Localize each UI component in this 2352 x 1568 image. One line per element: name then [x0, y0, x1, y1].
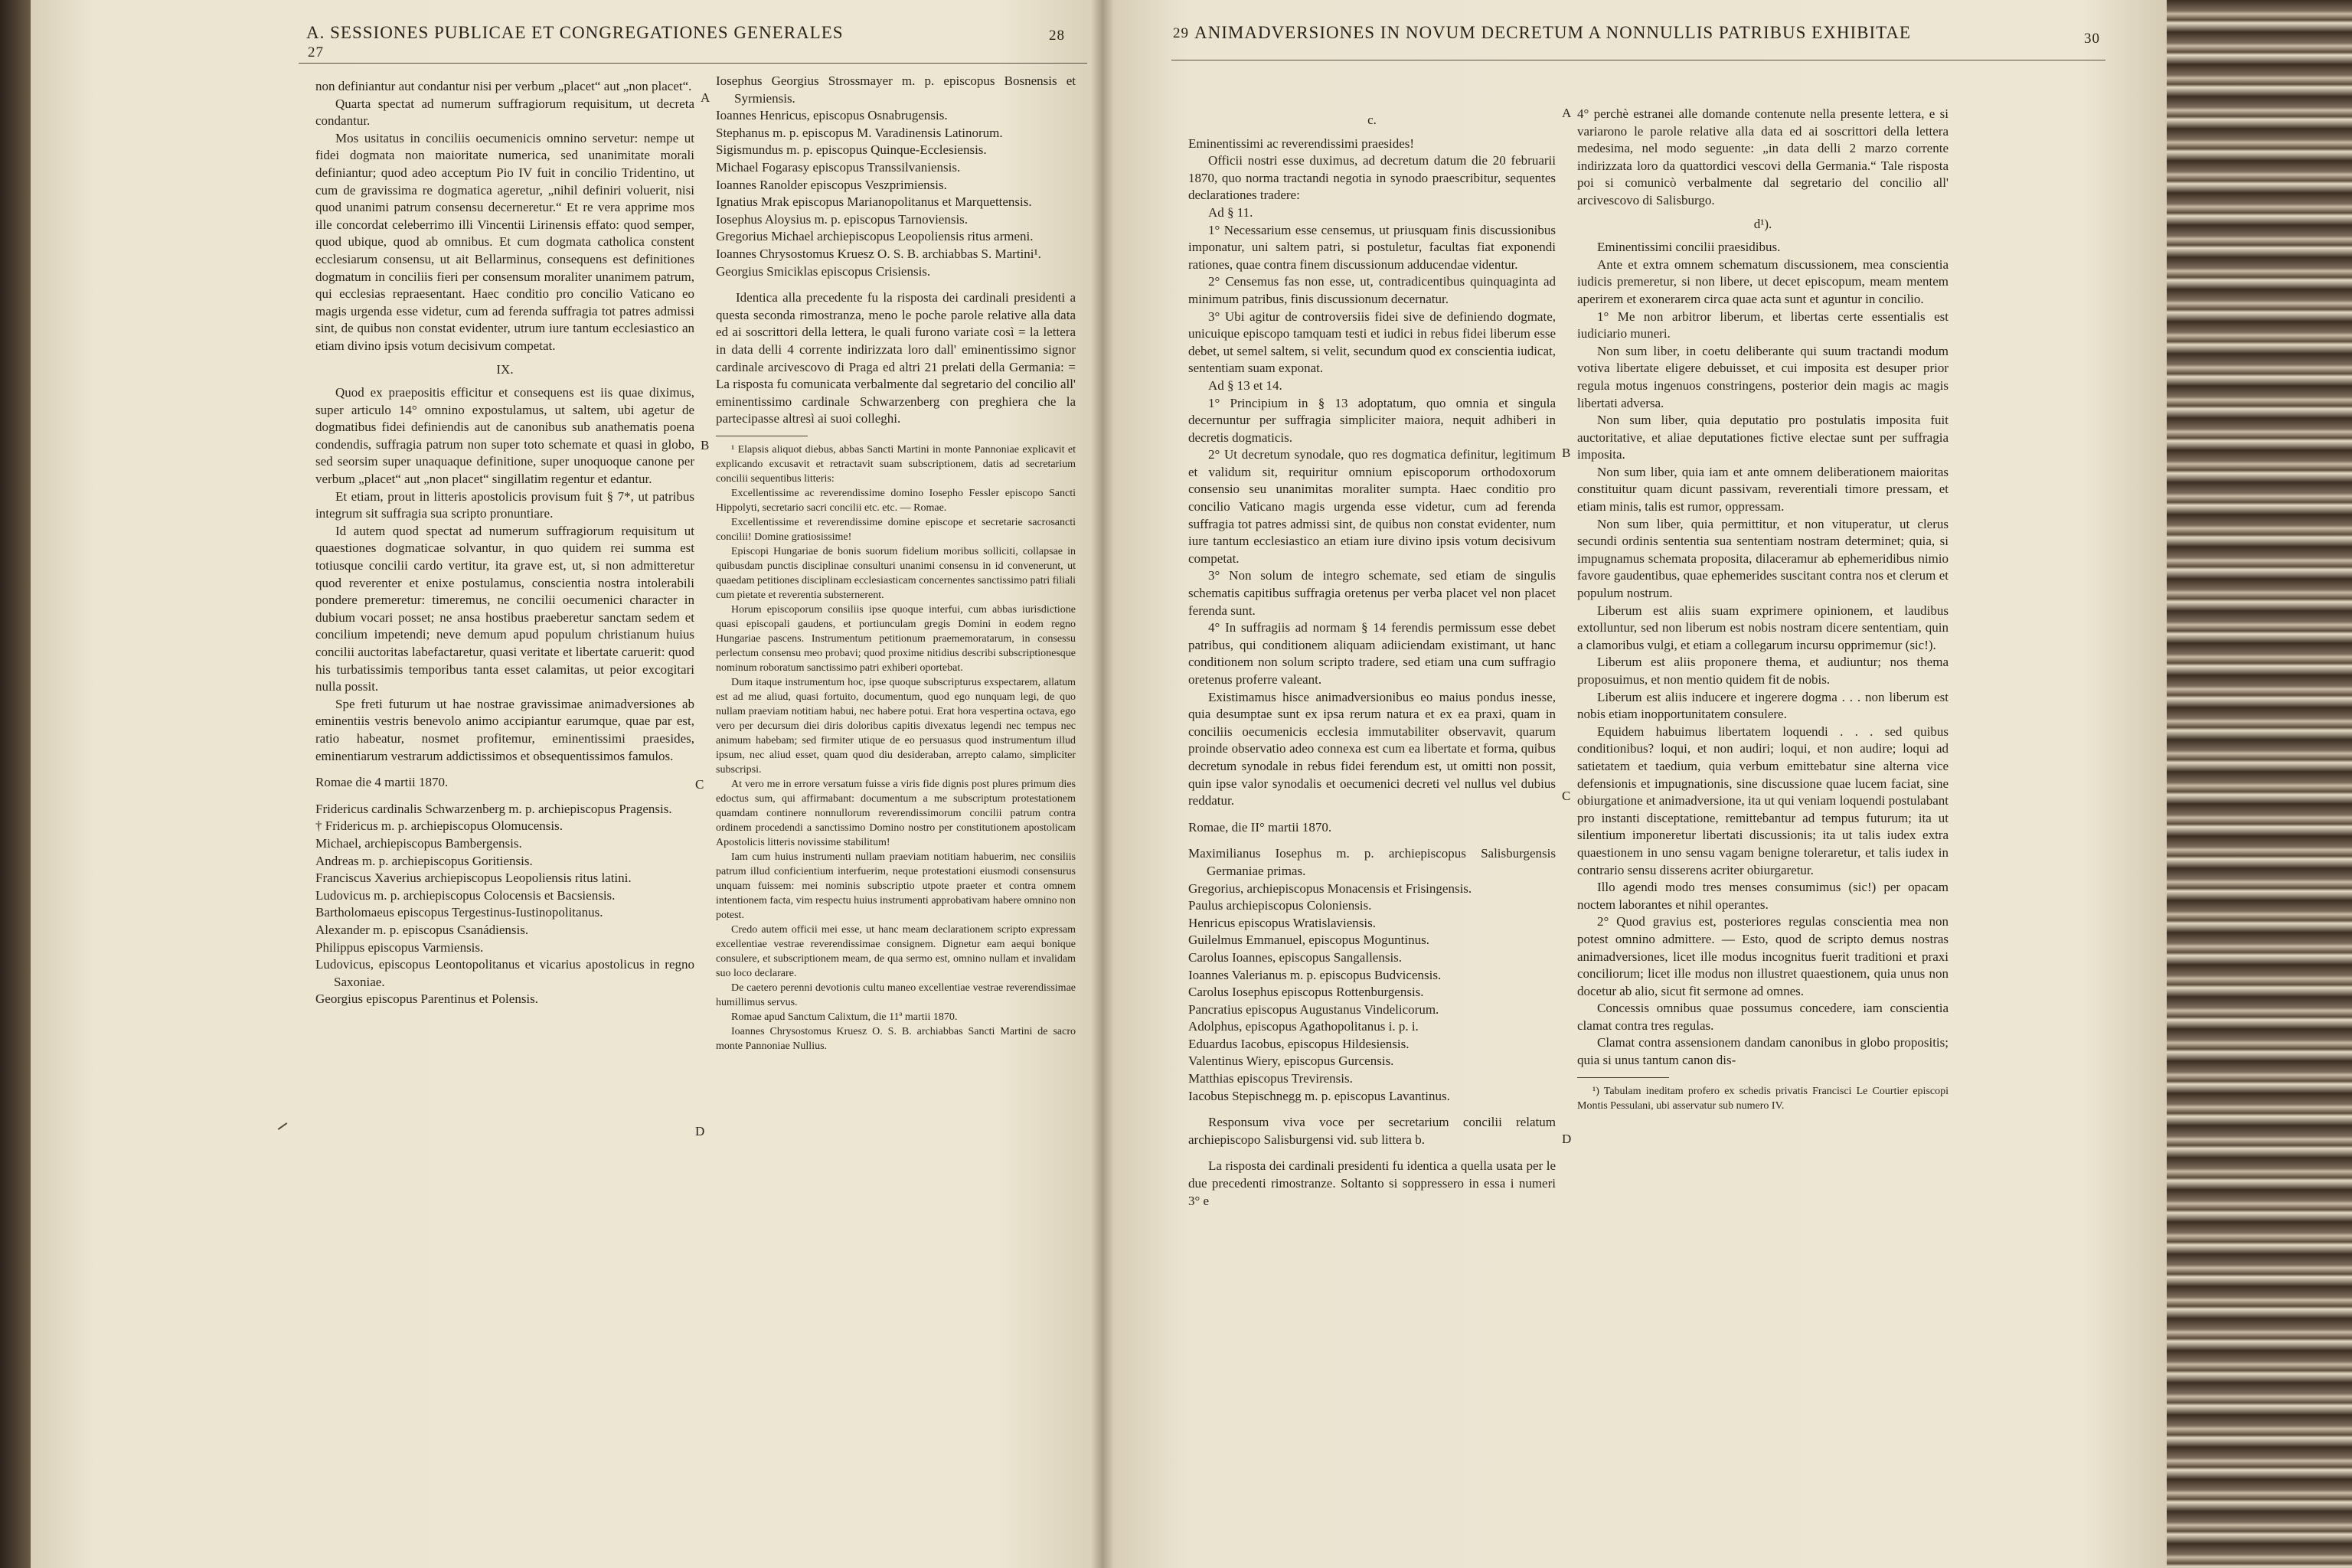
paragraph: Georgius Smiciklas episcopus Crisiensis. [716, 263, 931, 279]
paragraph: Eminentissimi ac reverendissimi praesides! [1188, 136, 1415, 151]
footnote: ¹) Tabulam ineditam profero ex schedis privatis Francisci Le Courtier episcopi Montis Pessulani, ubi asservatur sub numero IV. [1577, 1085, 1949, 1112]
paragraph: Identica alla precedente fu la risposta dei cardinali presidenti a questa seconda rimostranza, meno le poche parole relative alla data ed ai soscrittori della lettera, le quali furono variate così = la lettera in data delli 4 corrente indirizzata loro dall' eminentissimo signor cardinale arcivescovo di Praga ed altri 21 prelati della Germania: = La risposta fu comunicata verbalmente dal segretario del concilio all' eminentissimo cardinale Schwarzenberg con preghiera che la partecipasse altresì ai suoi colleghi. [716, 290, 1076, 426]
right-page [1102, 0, 2167, 1568]
paragraph: Philippus episcopus Varmiensis. [315, 939, 484, 955]
paragraph: Liberum est aliis proponere thema, et audiuntur; nos thema proposuimus, et non mentio quidem fit de nobis. [1577, 655, 1949, 687]
paragraph: 4° In suffragiis ad normam § 14 ferendis permissum esse debet patribus, qui conditionem aliquam adiiciendam existimant, ut hanc conditionem non solum scripto tradere, sed etiam una cum suffragio oretenus proferre valeant. [1188, 620, 1556, 687]
paragraph: Matthias episcopus Trevirensis. [1188, 1071, 1353, 1086]
paragraph: Ioannes Chrysostomus Kruesz O. S. B. archiabbas S. Martini¹. [716, 246, 1041, 261]
footnote: Ioannes Chrysostomus Kruesz O. S. B. archiabbas Sancti Martini de sacro monte Pannoniae Nullius. [716, 1025, 1076, 1052]
paragraph: Ioannes Valerianus m. p. episcopus Budvicensis. [1188, 967, 1442, 982]
spacer [315, 765, 694, 774]
paragraph: Michael Fogarasy episcopus Transsilvaniensis. [716, 159, 961, 175]
left-page-title: A. SESSIONES PUBLICAE ET CONGREGATIONES GENERALES [306, 23, 844, 42]
paragraph: Ad § 11. [1208, 204, 1253, 220]
paragraph: Michael, archiepiscopus Bambergensis. [315, 835, 522, 851]
paragraph: 1° Me non arbitror liberum, et libertas certe essentialis est iudiciario muneri. [1577, 309, 1949, 341]
paragraph: Non sum liber, quia permittitur, et non vituperatur, ut clerus secundi ordinis sententia sua sententiam nostram determinet; quia, si impugnamus schemata proposita, dilaceramur ab ephemeridibus nimio favore gaudentibus, quae ephemerides suscitant contra nos et clerum et populum nostrum. [1577, 516, 1949, 601]
margin-marker-b: B [701, 438, 710, 452]
paragraph: Pancratius episcopus Augustanus Vindelicorum. [1188, 1001, 1439, 1017]
paragraph: Ad § 13 et 14. [1208, 377, 1282, 393]
footnotes [716, 443, 1076, 1054]
margin-marker-c: C [1562, 789, 1571, 803]
paragraph: 2° Quod gravius est, posteriores regulas conscientia mea non potest omnino admittere. — Esto, quod de scripto demus nostras animadversiones, licet ille modus incognitus fuerit traditioni et praxi conciliorum; licet ille modus non illustret quaestionem, quia unus non docetur ab alio, sicut fit sermone ad omnes. [1577, 914, 1949, 998]
footnote: De caetero perenni devotionis cultu maneo excellentiae vestrae reverendissimae humillimus servus. [716, 982, 1076, 1008]
paragraph: Liberum est aliis inducere et ingerere dogma . . . non liberum est nobis etiam inopportunitatem consulere. [1577, 689, 1949, 722]
paragraph: c. [1367, 113, 1377, 127]
paragraph: Carolus Ioannes, episcopus Sangallensis. [1188, 949, 1403, 965]
paragraph: Romae die 4 martii 1870. [315, 775, 449, 790]
paragraph: Iosephus Georgius Strossmayer m. p. episcopus Bosnensis et Syrmiensis. [716, 74, 1076, 106]
paragraph: Maximilianus Iosephus m. p. archiepiscopus Salisburgensis Germaniae primas. [1188, 846, 1556, 878]
paragraph: Mos usitatus in conciliis oecumenicis omnino servetur: nempe ut fidei dogmata non maioritate numerica, sed unanimitate morali definiantur; quod adeo acceptum Pio IV fuit in concilio Tridentino, ut cum de gravissima re dogmatica ageretur, „nihil definiri voluerit, nisi quod unanimi patrum consensu decerneretur.“ Et re vera apprime mos ille concordat celeberrimo illi Vincentii Lirinensis effato: quod semper, quod ubique, quod ab omnibus. Et cum dogmata catholica constent ecclesiarum consensu, ut ait Bellarminus, consequens est definitiones dogmatum in conciliis fieri per consensum moraliter unanimem patrum, qui ecclesias repraesentant. Haec conditio pro concilio Vaticano eo magis urgenda esse videtur, cum ad ferenda suffragia tot patres admissi sint, de quibus non constat evidenter, utrum iure tantum ecclesiastico an etiam divino ipsis votum decisivum competat. [315, 130, 694, 353]
pencil-mark [278, 1122, 288, 1130]
paragraph: Romae, die II° martii 1870. [1188, 819, 1332, 835]
paragraph: Ludovicus, episcopus Leontopolitanus et vicarius apostolicus in regno Saxoniae. [315, 957, 694, 989]
left-header-rule [299, 63, 1087, 64]
paragraph: 2° Censemus fas non esse, ut, contradicentibus quinquaginta ad minimum patribus, finis discussionum decernatur. [1188, 274, 1556, 306]
paragraph: Adolphus, episcopus Agathopolitanus i. p. i. [1188, 1019, 1419, 1034]
paragraph: non definiantur aut condantur nisi per verbum „placet“ aut „non placet“. [315, 79, 692, 93]
paragraph: Fridericus cardinalis Schwarzenberg m. p. archiepiscopus Pragensis. [315, 801, 672, 816]
paragraph: Ignatius Mrak episcopus Marianopolitanus et Marquettensis. [716, 194, 1032, 210]
left-page-number-28: 28 [1049, 28, 1065, 44]
paragraph: Quod ex praepositis efficitur et consequens est iis quae diximus, super articulo 14° omnino expostulamus, ut saltem, ubi agetur de dogmatibus fidei definiendis aut de canonibus sub anathematis poena condendis, suffragia patrum non super toto schemate et quasi in globo, sed seorsim super unaquaque definitione, super unoquoque canone per verbum „placet“ aut „non placet“ singillatim regentur et edantur. [315, 385, 694, 487]
paragraph: Gregorius Michael archiepiscopus Leopoliensis ritus armeni. [716, 229, 1034, 244]
paragraph: Franciscus Xaverius archiepiscopus Leopoliensis ritus latini. [315, 871, 632, 886]
paragraph: Et etiam, prout in litteris apostolicis provisum fuit § 7*, ut patribus integrum sit suffragia sua scripto pronuntiare. [315, 488, 694, 521]
paragraph: Officii nostri esse duximus, ad decretum datum die 20 februarii 1870, quo norma tractandi negotia in synodo praescribitur, sequentes declarationes tradere: [1188, 153, 1556, 203]
paragraph: IX. [496, 361, 514, 377]
paragraph: Ioannes Ranolder episcopus Veszprimiensis. [716, 177, 947, 192]
paragraph: Paulus archiepiscopus Coloniensis. [1188, 898, 1372, 913]
paragraph: Henricus episcopus Wratislaviensis. [1188, 915, 1376, 930]
paragraph: Non sum liber, quia deputatio pro postulatis imposita fuit auctoritative, et aliae deputationes fictive electae sunt per suffragia imposita. [1577, 413, 1949, 462]
paragraph: La risposta dei cardinali presidenti fu identica a quella usata per le due precedenti rimostranze. Soltanto si soppressero in essa i numeri 3° e [1188, 1158, 1556, 1208]
paragraph: 3° Ubi agitur de controversiis fidei sive de definiendo dogmate, unicuique episcopo tamquam testi et iudici in rebus fidei liberum esse debet, ut semel saltem, si velit, secundum quod ex conscientia iudicat, sententiam suam exponat. [1188, 309, 1556, 376]
paragraph: Responsum viva voce per secretarium concilii relatum archiepiscopo Salisburgensi vid. sub littera b. [1188, 1115, 1556, 1147]
paragraph: 1° Necessarium esse censemus, ut priusquam finis discussionibus imponatur, uni saltem patri, si postuletur, facultas fiat exponendi rationes, quae contra finem discussionum adducendae videntur. [1188, 222, 1556, 272]
paragraph: Existimamus hisce animadversionibus eo maius pondus inesse, quia desumptae sunt ex ipsa rerum natura et ex ea praxi, quam in conciliis oecumenicis ecclesia immutabiliter observavit, quarum proinde observatio adeo connexa est cum ea libertate et forma, quibus decretum synodale in rebus fidei ferendum est, ut omitti non possit, quin ipse valor synodalis et oecumenici decreti vel nullus vel dubius reddatur. [1188, 689, 1556, 808]
left-page-number-27: 27 [308, 44, 324, 60]
paragraph: Liberum est aliis suam exprimere opinionem, et laudibus extolluntur, sed non liberum est nobis nostram dicere sententiam, quin a clamoribus vulgi, et etiam a collegarum incursu opprimemur (sic!). [1577, 603, 1949, 652]
footnote-rule [1577, 1077, 1669, 1078]
spacer [315, 792, 694, 801]
left-page-header [306, 23, 844, 43]
paragraph: Georgius episcopus Parentinus et Polensis. [315, 991, 539, 1007]
footnote: Iam cum huius instrumenti nullam praeviam notitiam habuerim, nec consiliis patrum illud conficientium interfuerim, neque protestationi eiusmodi consensurus unquam fuissem: mei nominis subscriptio utpote praeter et contra omnem intentionem facta, vim respectu huius instrumenti approbativam habere omnino non potest. [716, 851, 1076, 921]
margin-marker-b: B [1562, 446, 1571, 460]
paragraph: Ante et extra omnem schematum discussionem, mea conscientia iudicis premeretur, si non libere, ut decet episcopum, meam mentem aperirem et exonerarem circa quae acta sunt et aguntur in concilio. [1577, 256, 1949, 306]
paragraph: Andreas m. p. archiepiscopus Goritiensis. [315, 853, 533, 868]
right-column-2 [1577, 106, 1949, 1113]
left-page [31, 0, 1102, 1568]
paragraph: Eminentissimi concilii praesidibus. [1597, 240, 1781, 255]
footnote: At vero me in errore versatum fuisse a viris fide dignis post plures primum dies edoctus sum, qui affirmabant: documentum a me subscriptum protestationem quamdam continere nonnullorum reverendissimorum concilii patrum contra ordinem procedendi a sanctissimo Domino nostro per constitutionem apostolicam Apostolicis litteris novissime stabilitum! [716, 778, 1076, 848]
paragraph: Iosephus Aloysius m. p. episcopus Tarnoviensis. [716, 211, 969, 227]
gutter-shadow [1091, 0, 1114, 1568]
paragraph: 3° Non solum de integro schemate, sed etiam de singulis schematis capitibus suffragia oretenus per verba placet vel non placet ferenda sunt. [1188, 568, 1556, 618]
spacer [1188, 836, 1556, 845]
paragraph: Stephanus m. p. episcopus M. Varadinensis Latinorum. [716, 125, 1003, 140]
paragraph: 2° Ut decretum synodale, quo res dogmatica definitur, legitimum et validum sit, requiritur omnium episcoporum orthodoxorum consensio seu unanimitas moraliter sumpta. Haec conditio pro concilio Vaticano magis urgenda esse videtur, cum ad ferenda suffragia tot patres admissi sint, de quibus non constat evidenter, num iure tantum ecclesiastico an etiam iure divino ipsis votum decisivum competat. [1188, 447, 1556, 566]
paragraph: Quarta spectat ad numerum suffragiorum requisitum, ut decreta condantur. [315, 96, 694, 129]
paragraph: † Fridericus m. p. archiepiscopus Olomucensis. [315, 818, 563, 834]
margin-marker-c: C [695, 777, 704, 792]
paragraph: Illo agendi modo tres menses consumimus (sic!) per opacam noctem laborantes et nihil operantes. [1577, 880, 1949, 912]
paragraph: Equidem habuimus libertatem loquendi . . . sed quibus conditionibus? loqui, et non audiri; loqui, et non audire; loqui ad satietatem et taedium, quia verbum emittebatur sine alterna vice defensionis et impugnationis, sine discussione quae lucem faciat, sine obiurgatione et animadversione, ita ut qui veniam loquendi postulabant pro instanti disceptatione, remittebantur ad tempus futurum; ita ut silentium imponeretur libertati discussionis; ita ut talis iudex extra quaestionem in uno sensu vagam benigne toleraretur, et talis iudex in contrario sensu disserens acriter obiurgaretur. [1577, 724, 1949, 877]
paragraph: Concessis omnibus quae possumus concedere, iam conscientia clamat contra tres regulas. [1577, 1001, 1949, 1033]
footnote: Excellentissime ac reverendissime domino Iosepho Fessler episcopo Sancti Hippolyti, secretario sacri concilii etc. etc. — Romae. [716, 487, 1076, 514]
paragraph: 1° Principium in § 13 adoptatum, quo omnia et singula decernuntur per suffragia simpliciter maiora, nequit adhiberi in decretis dogmaticis. [1188, 395, 1556, 445]
spacer [1188, 1105, 1556, 1114]
paragraph: Iacobus Stepischnegg m. p. episcopus Lavantinus. [1188, 1088, 1450, 1103]
paragraph: Gregorius, archiepiscopus Monacensis et Frisingensis. [1188, 880, 1472, 896]
paragraph: Ioannes Henricus, episcopus Osnabrugensis. [716, 108, 948, 123]
right-page-header [1194, 23, 1911, 43]
footnote: Romae apud Sanctum Calixtum, die 11ª martii 1870. [731, 1011, 958, 1023]
left-column-1 [315, 78, 694, 1008]
paragraph: Bartholomaeus episcopus Tergestinus-Iustinopolitanus. [315, 905, 603, 920]
page-stack-edge [2167, 0, 2352, 1568]
paragraph: Id autem quod spectat ad numerum suffragiorum requisitum ut quaestiones dogmaticae solvantur, in quo quidem rei summa est totiusque concilii cardo vertitur, ita grave est, ut, si non admitteretur quod reverenter et enixe postulamus, conscientia nostra intolerabili pondere premeretur: timeremus, ne concilii oecumenici character in dubium vocari posset; ne ansa hostibus praeberetur sanctam sedem et concilium impetendi; neve demum apud populum christianum huius concilii auctoritas labefactaretur, quasi veritate et libertate caruerit: quod his turbatissimis temporibus tanta esset calamitas, ut peior excogitari nulla possit. [315, 523, 694, 694]
paragraph: Spe freti futurum ut hae nostrae gravissimae animadversiones ab eminentiis vestris benevolo animo accipiantur earumque, quae par est, ratio habeatur, nosmet profitemur, eminentissimi praesides, eminentiarum vestrarum addictissimos et obsequentissimos famulos. [315, 696, 694, 763]
footnote: Dum itaque instrumentum hoc, ipse quoque subscripturus exspectarem, allatum est ad me aliud, quasi fortuito, documentum, quod ego nunquam legi, de quo nullam praeviam notitiam habui, nec habere potui. Erat hora vespertina octava, ego vero per decursum diei diris doloribus capitis divexatus legendi nec tempus nec animum habebam; sed firmiter utique de eo persuasus quod instrumentum illud ipsum, nec aliud esset, quam quod diu desideraban, arrepto calamo, simpliciter subscripsi. [716, 676, 1076, 776]
margin-marker-a: A [701, 90, 710, 105]
footnote: Excellentissime et reverendissime domine episcope et secretarie sacrosancti concilii! Domine gratiosissime! [716, 516, 1076, 543]
margin-marker-a: A [1562, 106, 1572, 120]
paragraph: Carolus Iosephus episcopus Rottenburgensis. [1188, 985, 1424, 1000]
spacer [716, 280, 1076, 289]
paragraph: Ludovicus m. p. archiepiscopus Colocensis et Bacsiensis. [315, 887, 616, 903]
right-page-number-29: 29 [1173, 25, 1189, 41]
margin-marker-d: D [695, 1124, 705, 1138]
right-page-number-30: 30 [2084, 31, 2100, 47]
paragraph: Sigismundus m. p. episcopus Quinque-Ecclesiensis. [716, 142, 987, 158]
paragraph: d¹). [1753, 216, 1772, 231]
footnote: Horum episcoporum consiliis ipse quoque interfui, cum abbas iurisdictione quasi episcopali gaudens, et portiunculam gregis Domini in eodem regno Hungariae pascens. Instrumentum petitionum praememoratarum, in consessu perlectum consensu meo probavi; quod proxime nitidius describi subscriptionesque nominum roboratum sanctissimo patri exhiberi oportebat. [716, 603, 1076, 674]
paragraph: Non sum liber, in coetu deliberante qui suum tractandi modum votiva libertate eligere debuisset, et cui imposita est desuper prior regula motus ingenuos constringens, posterior dein magis ac magis libertati adversa. [1577, 343, 1949, 410]
paragraph: Alexander m. p. episcopus Csanádiensis. [315, 922, 529, 937]
left-binding-edge [0, 0, 31, 1568]
paragraph: Valentinus Wiery, episcopus Gurcensis. [1188, 1054, 1394, 1069]
footnote: ¹ Elapsis aliquot diebus, abbas Sancti Martini in monte Pannoniae explicavit et explicando excusavit et retractavit suam subscriptionem, datis ad secretarium concilii sequentibus litteris: [716, 443, 1076, 485]
paragraph: Clamat contra assensionem dandam canonibus in globo propositis; quia si unus tantum canon dis- [1577, 1035, 1949, 1068]
paragraph: Guilelmus Emmanuel, episcopus Moguntinus. [1188, 933, 1429, 948]
margin-marker-d: D [1562, 1132, 1572, 1146]
footnotes [1577, 1084, 1949, 1113]
footnote: Credo autem officii mei esse, ut hanc meam declarationem scripto expressam excellentiae vestrae reverendissimae consignem. Dignetur eam aequi bonique consulere, et subscriptionem meam, de qua sermo est, omnino nullam et invalidam suo loco declarare. [716, 923, 1076, 979]
paragraph: Non sum liber, quia iam et ante omnem deliberationem maioritas constituitur quam dicunt passivam, reverentiali timore pressam, et etiam minis, talis est rumor, oppressam. [1577, 464, 1949, 514]
spacer [1188, 1148, 1556, 1158]
spacer [1188, 810, 1556, 819]
right-column-1 [1188, 106, 1556, 1210]
right-page-title: ANIMADVERSIONES IN NOVUM DECRETUM A NONNULLIS PATRIBUS EXHIBITAE [1194, 23, 1911, 42]
paragraph: 4° perchè estranei alle domande contenute nella presente lettera, e si variarono le parole relative alla data ed ai soscrittori della lettera medesima, nel modo seguente: „in data delli 2 marzo corrente indirizzata loro da quattordici vescovi della Germania.“ Tale risposta poi si comunicò verbalmente dal segretario del concilio all' arcivescovo di Salisburgo. [1577, 106, 1949, 207]
paragraph: Eduardus Iacobus, episcopus Hildesiensis. [1188, 1036, 1410, 1051]
left-column-2 [716, 73, 1076, 1054]
footnote: Episcopi Hungariae de bonis suorum fidelium moribus solliciti, collapsae in quibusdam punctis disciplinae consulturi unanimi consensu in id convenerunt, ut quaedam petitiones disciplinam ecclesiasticam concernentes sanctissimo patri filiali cum pietate et reverentia substernerent. [716, 545, 1076, 601]
